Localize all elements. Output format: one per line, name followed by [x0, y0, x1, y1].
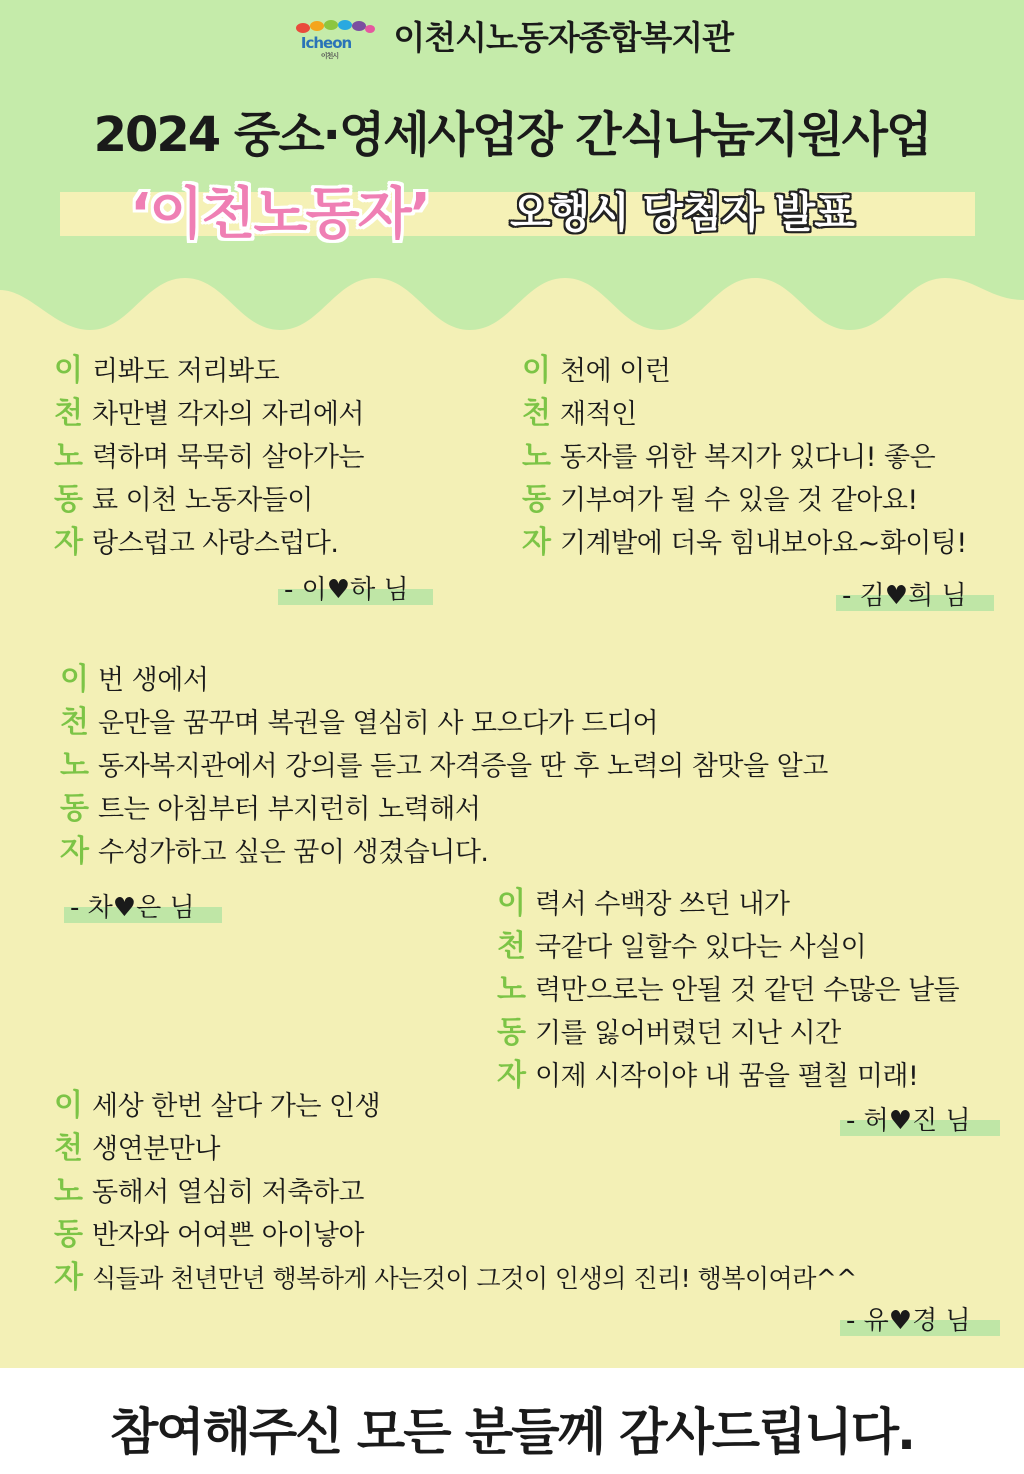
poem-line — [497, 926, 959, 969]
poem-text: 력서 수백장 쓰던 내가 — [535, 889, 790, 920]
poem-text: 기부여가 될 수 있을 것 같아요! — [560, 485, 918, 516]
poem-5 — [54, 1085, 857, 1300]
acrostic-initial: 자 — [60, 834, 89, 869]
acrostic-initial: 노 — [54, 439, 83, 474]
poem-line — [522, 522, 967, 565]
poem-text: 수성가하고 싶은 꿈이 생겼습니다. — [98, 837, 489, 868]
poem-text: 력만으로는 안될 것 같던 수많은 날들 — [535, 975, 960, 1006]
thanks-message: 참여해주신 모든 분들께 감사드립니다. — [109, 1403, 914, 1461]
acrostic-initial: 자 — [522, 525, 551, 560]
acrostic-initial: 자 — [54, 1260, 83, 1295]
acrostic-initial: 동 — [54, 1217, 83, 1252]
poem-line — [60, 745, 828, 788]
poem-text: 기계발에 더욱 힘내보아요~화이팅! — [560, 528, 967, 559]
poem-text: 차만별 각자의 자리에서 — [92, 399, 364, 430]
poem-2 — [522, 350, 967, 565]
poem-line — [54, 479, 364, 522]
signature-3: - 차♥은 님 — [64, 893, 222, 923]
poem-text: 세상 한번 살다 가는 인생 — [92, 1091, 381, 1122]
signature-1: - 이♥하 님 — [278, 575, 433, 605]
poem-text: 천에 이런 — [560, 356, 671, 387]
acrostic-initial: 이 — [54, 1088, 83, 1123]
poem-line — [497, 969, 959, 1012]
header — [0, 0, 1024, 270]
poem-text: 국같다 일할수 있다는 사실이 — [535, 932, 867, 963]
signature-5: - 유♥경 님 — [840, 1306, 1000, 1336]
poem-text: 료 이천 노동자들이 — [92, 485, 313, 516]
poem-1 — [54, 350, 364, 565]
subtitle: 오행시 당첨자 발표 — [510, 188, 854, 237]
poem-text: 식들과 천년만년 행복하게 사는것이 그것이 인생의 진리! 행복이여라^^ — [92, 1264, 857, 1293]
acrostic-initial: 동 — [60, 791, 89, 826]
acrostic-initial: 노 — [54, 1174, 83, 1209]
poem-line — [497, 1012, 959, 1055]
poem-text: 반자와 어여쁜 아이낳아 — [92, 1220, 364, 1251]
poem-line — [54, 1085, 857, 1128]
acrostic-initial: 자 — [54, 525, 83, 560]
poem-line — [497, 883, 959, 926]
heart-icon: ♥ — [326, 575, 351, 605]
acrostic-initial: 천 — [60, 705, 89, 740]
acrostic-initial: 동 — [497, 1015, 526, 1050]
poem-text: 랑스럽고 사랑스럽다. — [92, 528, 339, 559]
poem-line — [54, 393, 364, 436]
acrostic-initial: 천 — [54, 396, 83, 431]
poem-text: 트는 아침부터 부지런히 노력해서 — [98, 794, 481, 825]
acrostic-initial: 노 — [497, 972, 526, 1007]
poem-line — [522, 436, 967, 479]
footer — [0, 1368, 1024, 1474]
poem-line — [522, 479, 967, 522]
poem-text: 생연분만나 — [92, 1134, 220, 1165]
poem-text: 력하며 묵묵히 살아가는 — [92, 442, 364, 473]
poem-3 — [60, 659, 828, 874]
poem-line — [522, 393, 967, 436]
poem-text: 동해서 열심히 저축하고 — [92, 1177, 364, 1208]
poem-line — [60, 659, 828, 702]
poem-text: 기를 잃어버렸던 지난 시간 — [535, 1018, 841, 1049]
poem-text: 동자를 위한 복지가 있다니! 좋은 — [560, 442, 936, 473]
heart-icon: ♥ — [888, 1106, 913, 1136]
acrostic-initial: 동 — [54, 482, 83, 517]
acrostic-initial: 이 — [54, 353, 83, 388]
acrostic-initial: 천 — [54, 1131, 83, 1166]
acrostic-initial: 노 — [60, 748, 89, 783]
page-title: 2024 중소·영세사업장 간식나눔지원사업 — [93, 107, 931, 163]
poem-line — [54, 1171, 857, 1214]
heart-icon: ♥ — [884, 581, 909, 611]
poem-4 — [497, 883, 959, 1098]
poem-line — [54, 436, 364, 479]
heart-icon: ♥ — [888, 1306, 913, 1336]
acrostic-initial: 동 — [522, 482, 551, 517]
poem-text: 동자복지관에서 강의를 듣고 자격증을 딴 후 노력의 참맛을 알고 — [98, 751, 828, 782]
acrostic-initial: 천 — [497, 929, 526, 964]
poem-text: 번 생에서 — [98, 665, 209, 696]
brand-title: ‘이천노동자’ — [130, 182, 430, 247]
poem-line — [54, 1128, 857, 1171]
poem-line — [54, 350, 364, 393]
poem-line — [54, 1257, 857, 1300]
icheon-logo: Icheon 이천시 — [291, 18, 377, 62]
org-heading — [0, 12, 1024, 62]
poem-line — [54, 1214, 857, 1257]
poem-line — [54, 522, 364, 565]
acrostic-initial: 노 — [522, 439, 551, 474]
org-name: 이천시노동자종합복지관 — [393, 18, 734, 57]
poem-text: 이제 시작이야 내 꿈을 펼칠 미래! — [535, 1061, 919, 1092]
poem-line — [522, 350, 967, 393]
signature-2: - 김♥희 님 — [836, 581, 994, 611]
poem-text: 재적인 — [560, 399, 637, 430]
subtitle-row — [0, 170, 1024, 250]
acrostic-initial: 이 — [522, 353, 551, 388]
poem-line — [60, 831, 828, 874]
poem-text: 운만을 꿈꾸며 복권을 열심히 사 모으다가 드디어 — [98, 708, 659, 739]
signature-4: - 허♥진 님 — [840, 1106, 1000, 1136]
acrostic-initial: 이 — [497, 886, 526, 921]
heart-icon: ♥ — [112, 893, 137, 923]
poem-text: 리봐도 저리봐도 — [92, 356, 280, 387]
poem-line — [60, 702, 828, 745]
acrostic-initial: 천 — [522, 396, 551, 431]
poem-line — [60, 788, 828, 831]
acrostic-initial: 자 — [497, 1058, 526, 1093]
acrostic-initial: 이 — [60, 662, 89, 697]
